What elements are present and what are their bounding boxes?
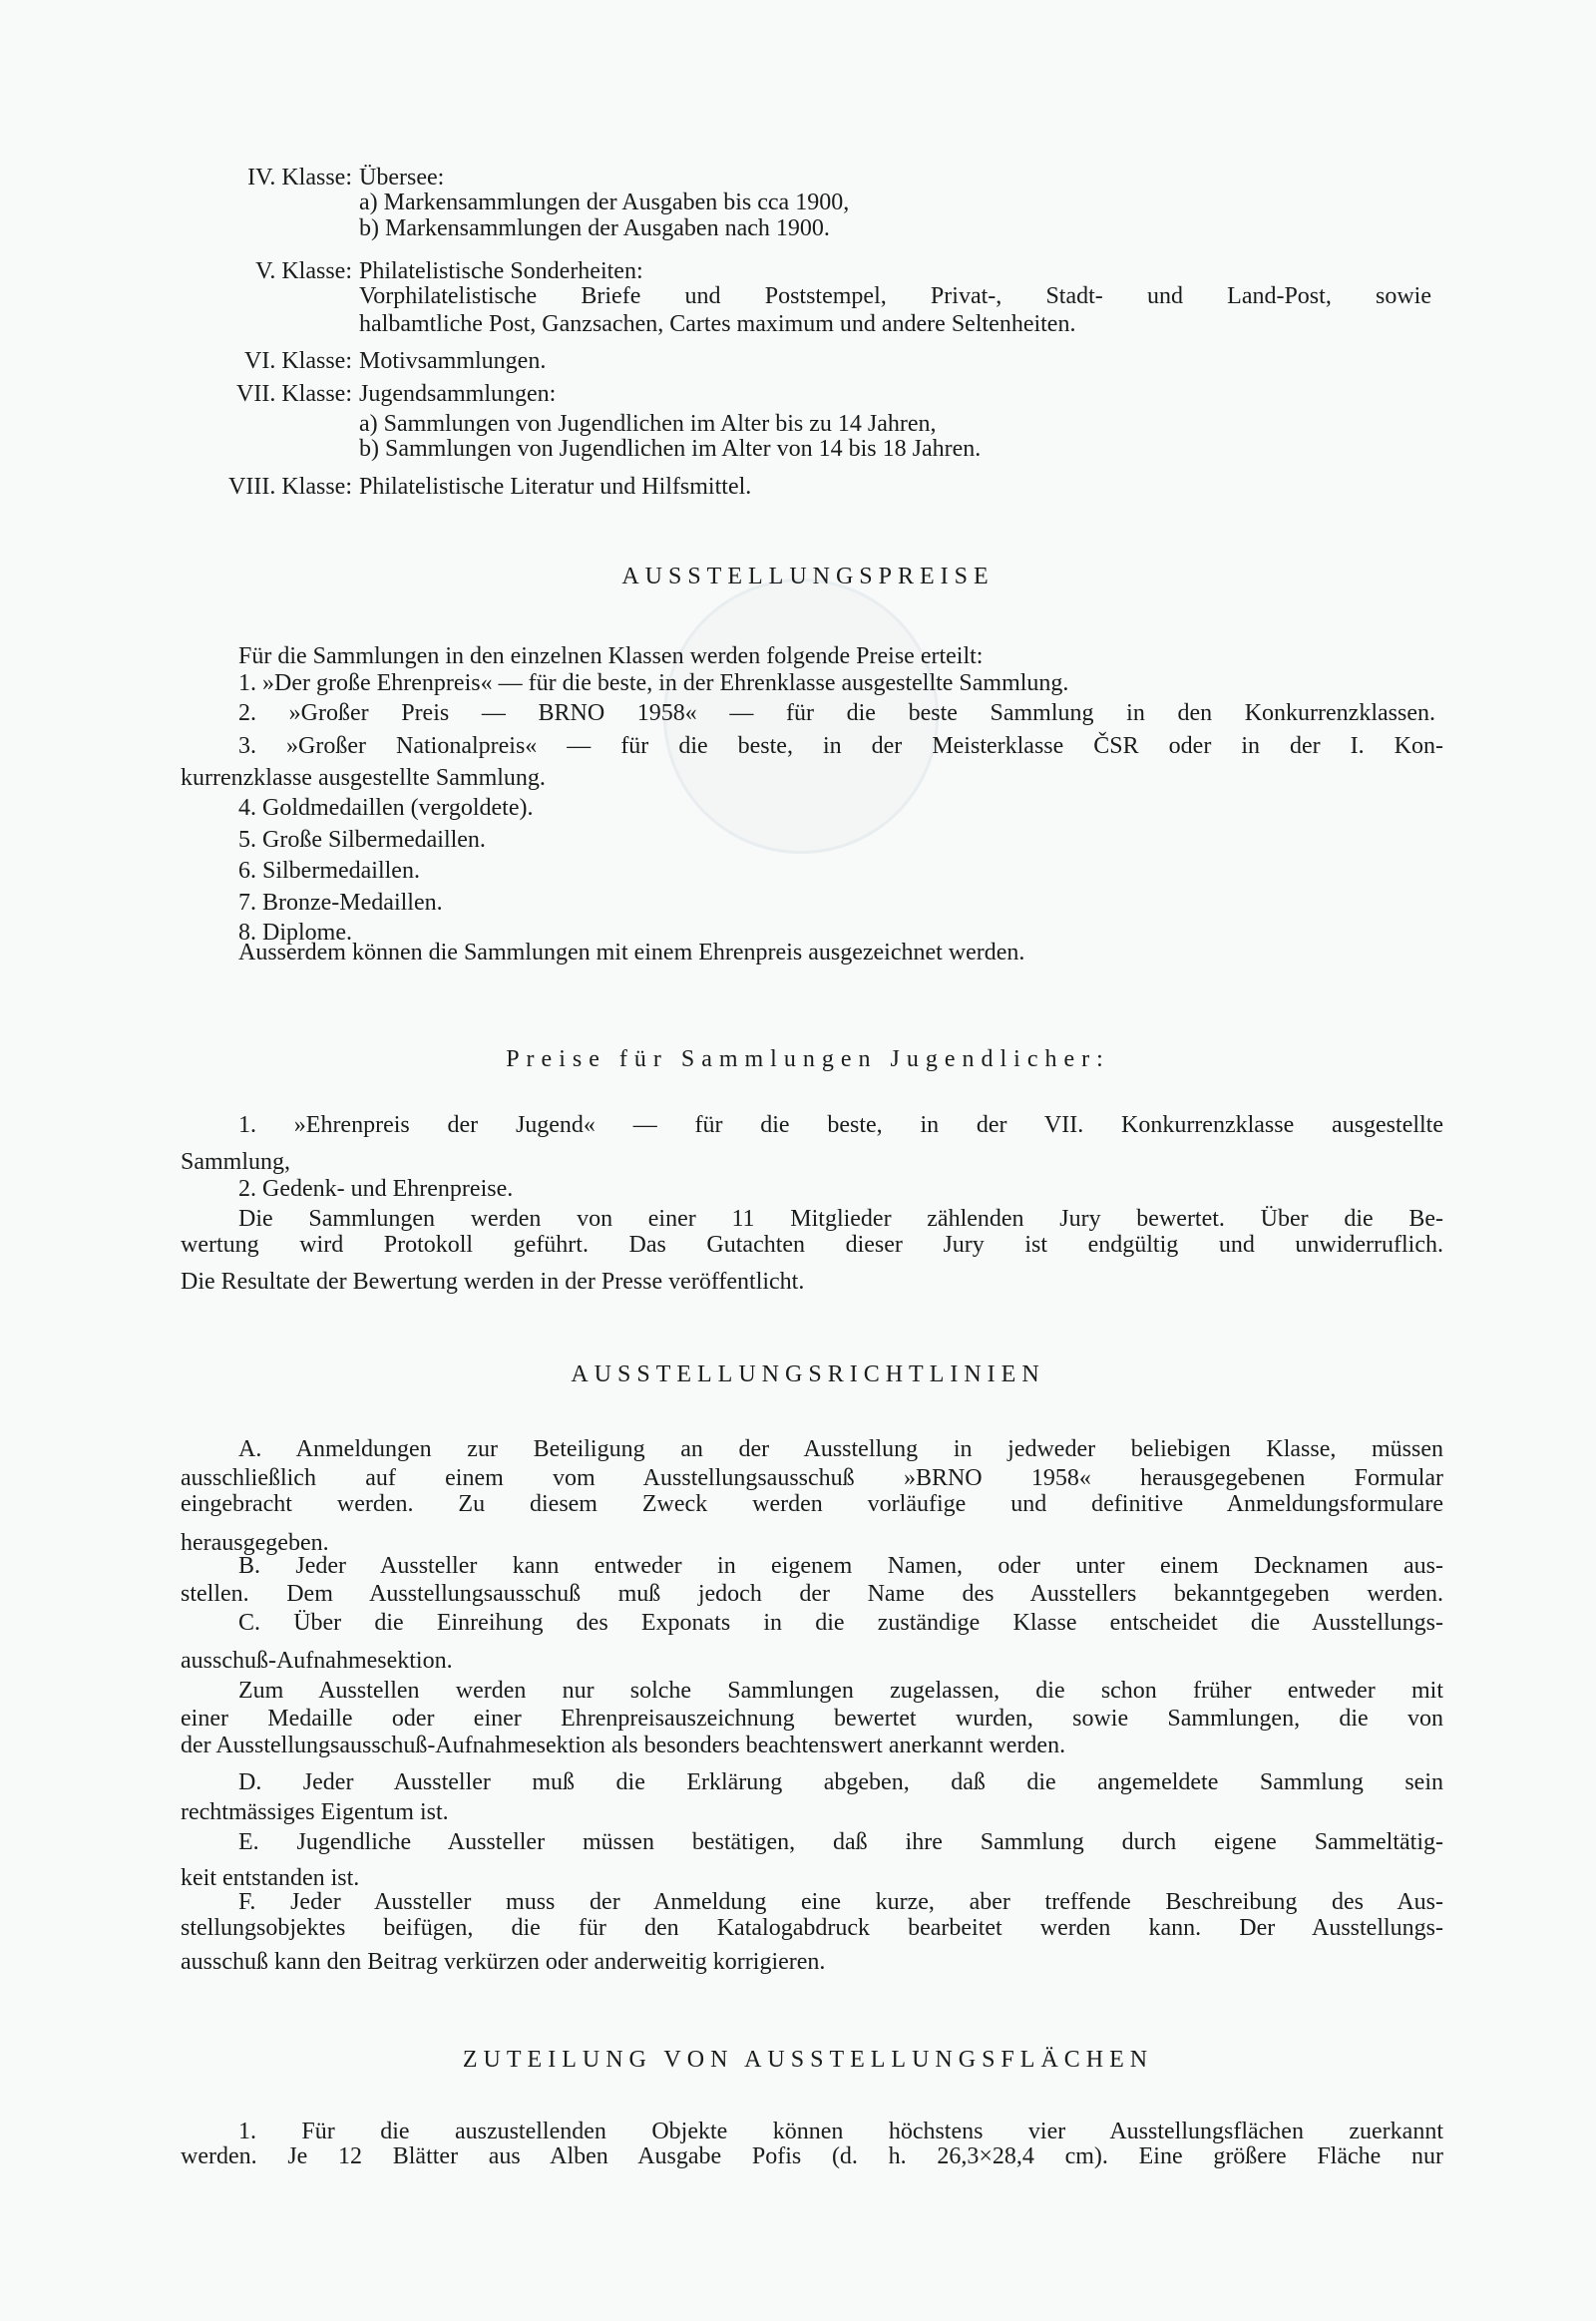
prize-item: 1. »Ehrenpreis der Jugend« — für die beste, in der VII. Konkurrenzklasse ausgestellte [238, 1112, 1443, 1138]
paragraph-line: rechtmässiges Eigentum ist. [181, 1799, 449, 1825]
prize-item: 2. Gedenk- und Ehrenpreise. [238, 1176, 514, 1202]
class-item: Vorphilatelistische Briefe und Poststempel, Privat-, Stadt- und Land-Post, sowie [359, 283, 1431, 309]
class-item: halbamtliche Post, Ganzsachen, Cartes maximum und andere Seltenheiten. [359, 311, 1076, 337]
class-label: IV. Klasse: [247, 165, 352, 191]
prize-item: 3. »Großer Nationalpreis« — für die beste, in der Meisterklasse ČSR oder in der I. Kon- [238, 733, 1443, 759]
paragraph-line: keit entstanden ist. [181, 1865, 360, 1891]
class-title: Motivsammlungen. [359, 348, 547, 374]
paragraph-line: ausschuß kann den Beitrag verkürzen oder anderweitig korrigieren. [181, 1949, 826, 1975]
paragraph-line: stellen. Dem Ausstellungsausschuß muß jedoch der Name des Ausstellers bekanntgegeben werden. [181, 1581, 1443, 1607]
class-title: Übersee: [359, 165, 445, 191]
paragraph-line: stellungsobjektes beifügen, die für den Katalogabdruck bearbeitet werden kann. Der Ausstellungs- [181, 1915, 1443, 1941]
paragraph-line: eingebracht werden. Zu diesem Zweck werden vorläufige und definitive Anmeldungsformulare [181, 1491, 1443, 1517]
paragraph-line: kurrenzklasse ausgestellte Sammlung. [181, 765, 546, 791]
paragraph-line: ausschließlich auf einem vom Ausstellungsausschuß »BRNO 1958« herausgegebenen Formular [181, 1465, 1443, 1491]
class-title: Philatelistische Literatur und Hilfsmittel. [359, 474, 752, 500]
paragraph-line: E. Jugendliche Aussteller müssen bestätigen, daß ihre Sammlung durch eigene Sammeltätig- [238, 1829, 1443, 1855]
paragraph-line: wertung wird Protokoll geführt. Das Gutachten dieser Jury ist endgültig und unwiderruflich. [181, 1232, 1443, 1258]
class-label: VI. Klasse: [244, 348, 352, 374]
class-title: Philatelistische Sonderheiten: [359, 258, 643, 284]
paragraph-line: A. Anmeldungen zur Beteiligung an der Ausstellung in jedweder beliebigen Klasse, müssen [238, 1436, 1443, 1462]
prize-item: 6. Silbermedaillen. [238, 858, 420, 884]
paragraph-line: B. Jeder Aussteller kann entweder in eigenem Namen, oder unter einem Decknamen aus- [238, 1553, 1443, 1579]
class-item: a) Markensammlungen der Ausgaben bis cca 1900, [359, 190, 850, 215]
class-item: b) Sammlungen von Jugendlichen im Alter von 14 bis 18 Jahren. [359, 436, 982, 462]
paragraph-line: C. Über die Einreihung des Exponats in die zuständige Klasse entscheidet die Ausstellungs- [238, 1610, 1443, 1636]
paragraph-line: 1. Für die auszustellenden Objekte können höchstens vier Ausstellungsflächen zuerkannt [238, 2119, 1443, 2144]
class-item: b) Markensammlungen der Ausgaben nach 1900. [359, 215, 830, 241]
section-heading-richtlinien: AUSSTELLUNGSRICHTLINIEN [571, 1361, 1045, 1387]
class-item: a) Sammlungen von Jugendlichen im Alter bis zu 14 Jahren, [359, 411, 937, 437]
class-title: Jugendsammlungen: [359, 381, 557, 407]
paragraph-line: Sammlung, [181, 1149, 291, 1175]
section-heading-flaechen: ZUTEILUNG VON AUSSTELLUNGSFLÄCHEN [462, 2047, 1154, 2073]
class-label: V. Klasse: [255, 258, 352, 284]
paragraph-line: F. Jeder Aussteller muss der Anmeldung eine kurze, aber treffende Beschreibung des Aus- [238, 1889, 1443, 1915]
paragraph-line: einer Medaille oder einer Ehrenpreisauszeichnung bewertet wurden, sowie Sammlungen, die von [181, 1706, 1443, 1732]
paragraph-line: Die Resultate der Bewertung werden in der Presse veröffentlicht. [181, 1269, 805, 1295]
prize-item: 1. »Der große Ehrenpreis« — für die beste, in der Ehrenklasse ausgestellte Sammlung. [238, 670, 1069, 696]
paragraph-line: D. Jeder Aussteller muß die Erklärung abgeben, daß die angemeldete Sammlung sein [238, 1769, 1443, 1795]
paragraph-line: Die Sammlungen werden von einer 11 Mitglieder zählenden Jury bewertet. Über die Be- [238, 1206, 1443, 1232]
paragraph-line: Für die Sammlungen in den einzelnen Klassen werden folgende Preise erteilt: [238, 643, 984, 669]
section-heading-preise: AUSSTELLUNGSPREISE [621, 564, 995, 589]
prize-item: 7. Bronze-Medaillen. [238, 890, 443, 916]
paragraph-line: herausgegeben. [181, 1530, 329, 1556]
paragraph-line: der Ausstellungsausschuß-Aufnahmesektion als besonders beachtenswert anerkannt werden. [181, 1733, 1066, 1758]
paragraph-line: Zum Ausstellen werden nur solche Sammlungen zugelassen, die schon früher entweder mit [238, 1678, 1443, 1704]
class-label: VIII. Klasse: [228, 474, 352, 500]
paragraph-line: werden. Je 12 Blätter aus Alben Ausgabe Pofis (d. h. 26,3×28,4 cm). Eine größere Fläche nur [181, 2143, 1443, 2169]
prize-item: 8. Diplome. [238, 920, 352, 946]
class-label: VII. Klasse: [236, 381, 352, 407]
prize-item: 2. »Großer Preis — BRNO 1958« — für die beste Sammlung in den Konkurrenzklassen. [238, 700, 1435, 726]
prize-item: 5. Große Silbermedaillen. [238, 827, 486, 853]
paragraph-line: Ausserdem können die Sammlungen mit einem Ehrenpreis ausgezeichnet werden. [238, 940, 1025, 966]
prize-item: 4. Goldmedaillen (vergoldete). [238, 795, 534, 821]
paragraph-line: ausschuß-Aufnahmesektion. [181, 1648, 453, 1674]
subheading-jugend: Preise für Sammlungen Jugendlicher: [506, 1046, 1110, 1072]
